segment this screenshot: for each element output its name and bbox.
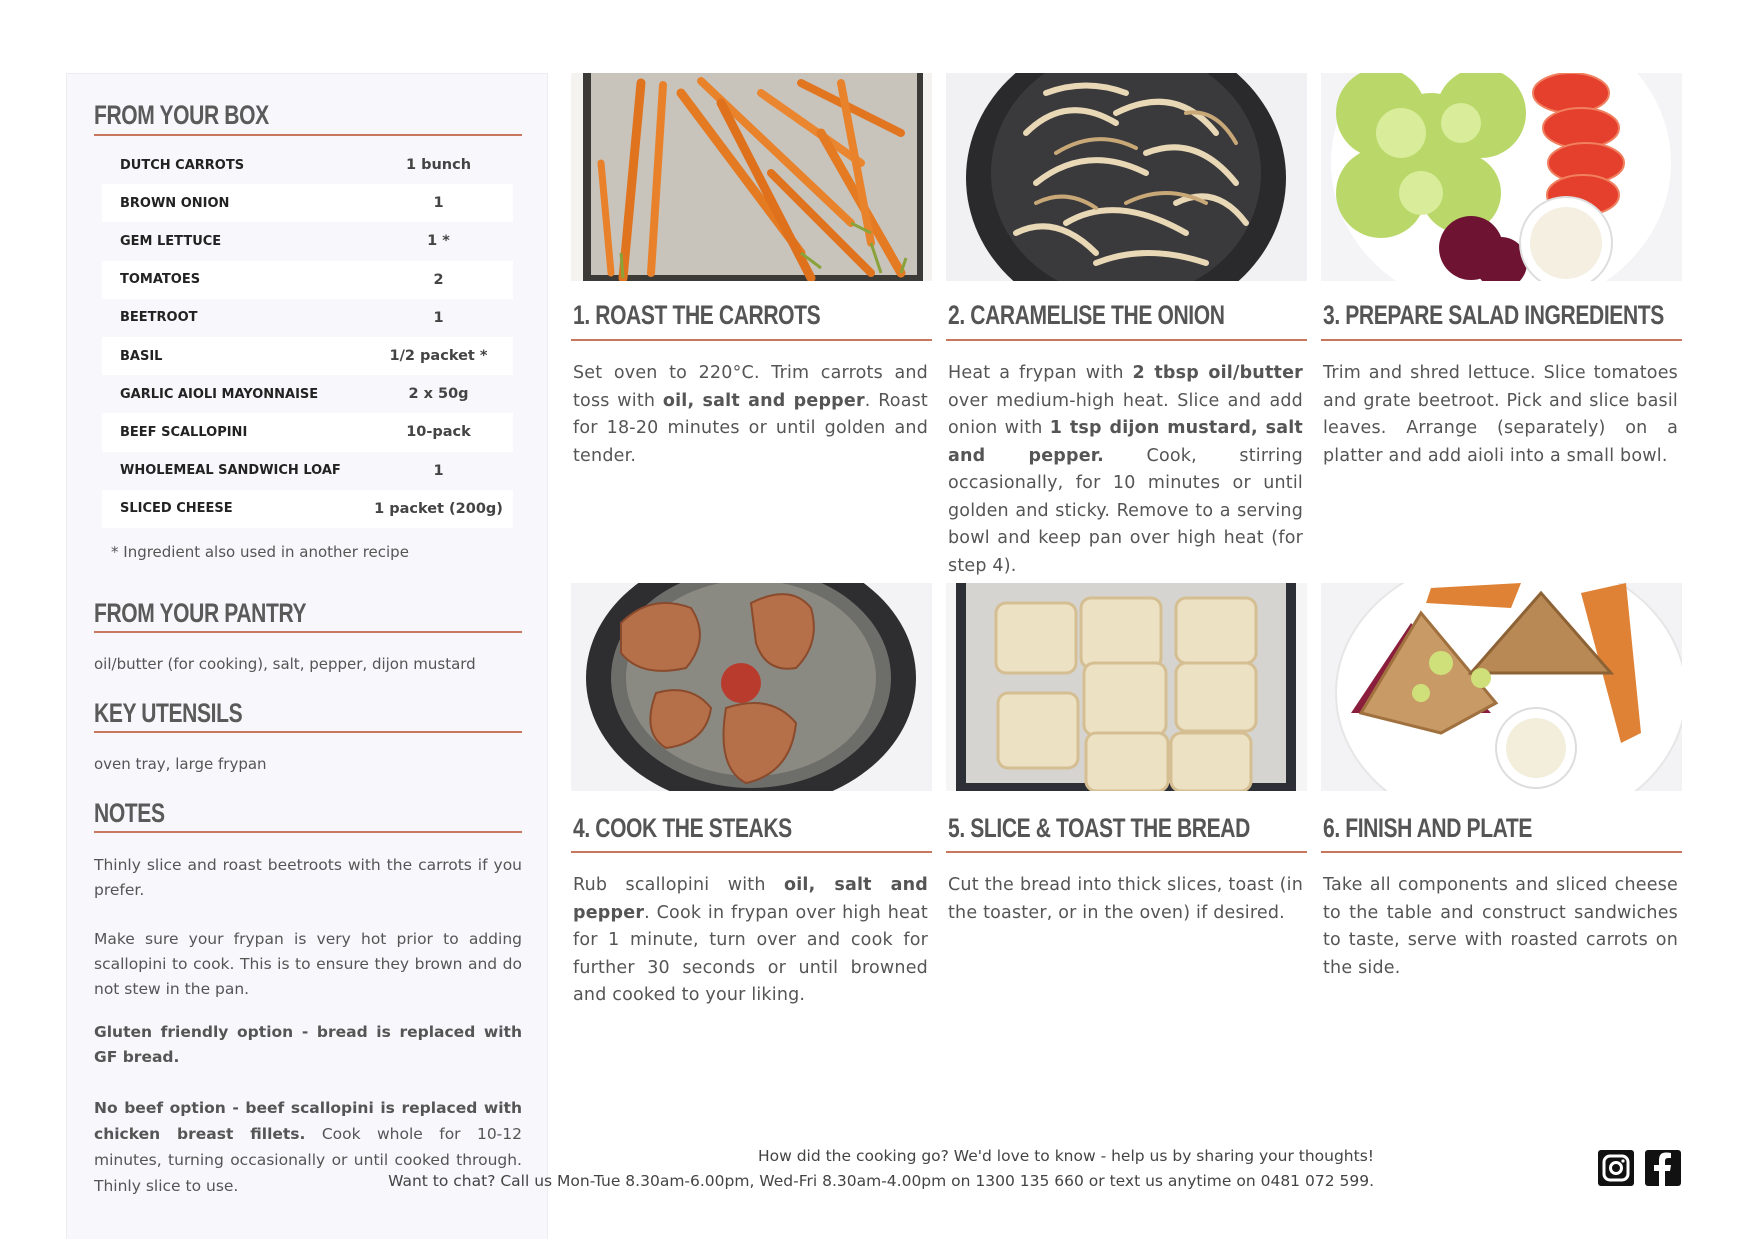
ingredient-qty: 1 * [427, 233, 450, 250]
ingredient-name: SLICED CHEESE [120, 501, 233, 517]
ingredient-row [102, 299, 513, 337]
step-run: Take all components and sliced cheese to the table and construct sandwiches to taste, serve with roasted carrots on the side. [1323, 875, 1678, 978]
step-bold-run: 2 tbsp oil/butter [1132, 363, 1303, 383]
ingredient-qty: 1 [433, 195, 444, 212]
step-run: . Cook in frypan over high heat for 1 minute, turn over and cook for further 30 seconds or until browned and cooked to your liking. [573, 902, 928, 1005]
ingredient-row [102, 413, 513, 451]
step-title: 1. ROAST THE CARROTS [573, 300, 821, 330]
step-rule [571, 339, 932, 341]
pantry-text: oil/butter (for cooking), salt, pepper, dijon mustard [94, 655, 476, 673]
step-run: Heat a frypan with [948, 363, 1133, 383]
ingredient-name: BASIL [120, 348, 163, 364]
note-paragraph: Make sure your frypan is very hot prior to adding scallopini to cook. This is to ensure they brown and do not stew in the pan. [94, 930, 522, 998]
ingredient-qty: 2 x 50g [408, 386, 469, 403]
step-title: 3. PREPARE SALAD INGREDIENTS [1323, 300, 1664, 330]
notes-heading: NOTES [94, 798, 165, 828]
step-rule [1321, 339, 1682, 341]
step-title: 6. FINISH AND PLATE [1323, 813, 1533, 843]
step-instructions [573, 360, 928, 470]
ingredient-row [102, 375, 513, 413]
step-rule [946, 851, 1307, 853]
ingredient-name: BEEF SCALLOPINI [120, 424, 248, 440]
step-rule [1321, 851, 1682, 853]
ingredient-qty: 1 bunch [405, 157, 472, 174]
step-rule [946, 339, 1307, 341]
toasted-bread-photo [946, 583, 1307, 791]
contact-line: Want to chat? Call us Mon-Tue 8.30am-6.00pm, Wed-Fri 8.30am-4.00pm on 1300 135 660 or text us anytime on 0481 072 599. [388, 1172, 1374, 1190]
ingredient-name: GEM LETTUCE [120, 233, 222, 249]
ingredient-name: BEETROOT [120, 310, 198, 326]
step-run: over medium-high heat. Slice and add onion with [948, 390, 1303, 438]
ingredient-row [102, 146, 513, 184]
step-instructions [1323, 872, 1678, 982]
step-title: 4. COOK THE STEAKS [573, 813, 792, 843]
step-instructions [1323, 360, 1678, 470]
ingredient-row [102, 261, 513, 299]
heading-rule [94, 831, 522, 833]
step-run: Cook, stirring occasionally, for 10 minutes or until golden and sticky. Remove to a serving bowl and keep pan over high heat (for step 4). [948, 445, 1303, 576]
ingredient-name: GARLIC AIOLI MAYONNAISE [120, 386, 319, 402]
salad-platter-photo [1321, 73, 1682, 281]
ingredient-qty: 1 [433, 462, 444, 479]
step-title: 5. SLICE & TOAST THE BREAD [948, 813, 1250, 843]
step-rule [571, 851, 932, 853]
utensils-text: oven tray, large frypan [94, 755, 267, 773]
step-run: Cut the bread into thick slices, toast (in the toaster, or in the oven) if desired. [948, 875, 1303, 923]
ingredient-row [102, 184, 513, 222]
ingredient-qty: 10-pack [406, 424, 471, 441]
note-paragraph-gluten: Gluten friendly option - bread is replaced with GF bread. [94, 1023, 522, 1066]
ingredient-row [102, 452, 513, 490]
note-run: Cook whole for 10-12 minutes, turning occasionally or until cooked through. Thinly slice to use. [94, 1125, 523, 1195]
ingredient-name: BROWN ONION [120, 195, 230, 211]
ingredient-name: TOMATOES [120, 272, 201, 288]
ingredient-name: WHOLEMEAL SANDWICH LOAF [120, 463, 341, 479]
heading-rule [94, 731, 522, 733]
step-instructions [948, 872, 1303, 927]
ingredient-table [102, 146, 513, 528]
step-run: Set oven to 220°C. Trim carrots and toss with [573, 363, 928, 411]
facebook-icon[interactable] [1645, 1150, 1681, 1186]
ingredient-qty: 1 packet (200g) [374, 500, 503, 517]
step-title: 2. CARAMELISE THE ONION [948, 300, 1225, 330]
from-your-pantry-heading: FROM YOUR PANTRY [94, 598, 307, 628]
plated-sandwich-photo [1321, 583, 1682, 791]
step-run: Trim and shred lettuce. Slice tomatoes and grate beetroot. Pick and slice basil leaves. Arrange (separately) on a platter and add aioli into a small bowl. [1323, 363, 1678, 466]
note-paragraph: Thinly slice and roast beetroots with the carrots if you prefer. [94, 856, 522, 899]
ingredient-name: DUTCH CARROTS [120, 157, 245, 173]
ingredients-sidebar [66, 73, 548, 1239]
step-bold-run: oil, salt and pepper [573, 875, 928, 923]
step-instructions [948, 360, 1303, 580]
step-instructions [573, 872, 928, 1010]
step-run: Rub scallopini with [573, 875, 784, 895]
heading-rule [94, 631, 522, 633]
note-bold-run: No beef option - beef scallopini is replaced with chicken breast fillets. [94, 1099, 522, 1143]
ingredient-row [102, 490, 513, 528]
instagram-icon[interactable] [1598, 1150, 1634, 1186]
step-bold-run: oil, salt and pepper [662, 390, 865, 411]
from-your-box-heading: FROM YOUR BOX [94, 100, 269, 130]
caramelised-onion-photo [946, 73, 1307, 281]
ingredient-note: * Ingredient also used in another recipe [111, 543, 409, 561]
roasted-carrots-photo [571, 73, 932, 281]
heading-rule [94, 134, 522, 136]
ingredient-row [102, 222, 513, 260]
ingredient-row [102, 337, 513, 375]
key-utensils-heading: KEY UTENSILS [94, 698, 243, 728]
ingredient-qty: 2 [433, 271, 444, 288]
ingredient-qty: 1/2 packet * [389, 348, 488, 365]
steaks-in-pan-photo [571, 583, 932, 791]
step-bold-run: 1 tsp dijon mustard, salt and pepper. [948, 418, 1303, 466]
step-run: . Roast for 18-20 minutes or until golden and tender. [573, 390, 928, 466]
feedback-line: How did the cooking go? We'd love to know - help us by sharing your thoughts! [757, 1147, 1374, 1165]
ingredient-qty: 1 [433, 309, 444, 326]
